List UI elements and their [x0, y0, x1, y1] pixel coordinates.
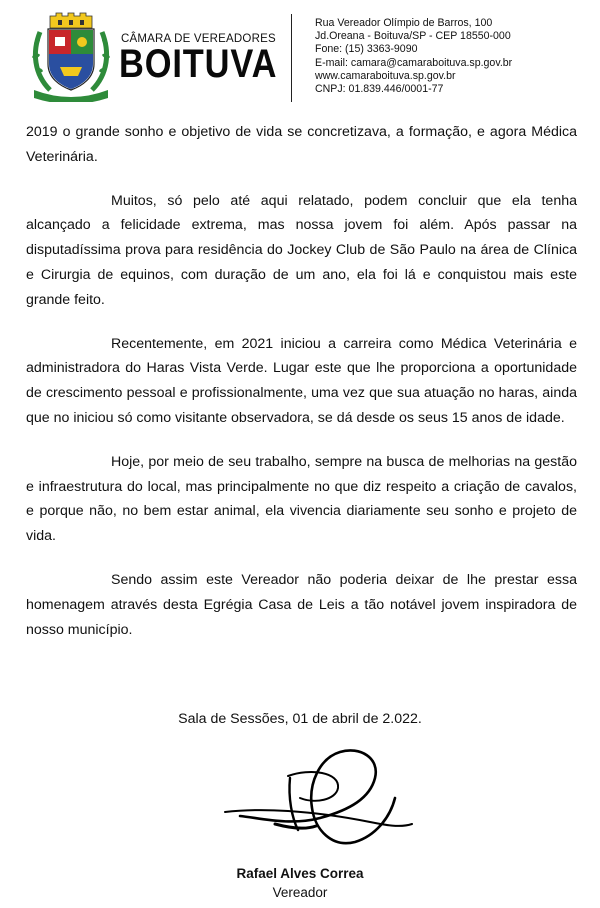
signer-block	[0, 864, 600, 902]
paragraph: 2019 o grande sonho e objetivo de vida se concretizava, a formação, e agora Médica Veterinária.	[26, 124, 577, 165]
org-name: BOITUVA	[119, 42, 278, 86]
contact-website: www.camaraboituva.sp.gov.br	[315, 69, 456, 82]
contact-address: Rua Vereador Olímpio de Barros, 100	[315, 17, 493, 29]
contact-email: E-mail: camara@camaraboituva.sp.gov.br	[315, 56, 513, 69]
closing-date-line: Sala de Sessões, 01 de abril de 2.022.	[178, 711, 422, 727]
signer-name: Rafael Alves Correa	[236, 866, 364, 881]
contact-city: Jd.Oreana - Boituva/SP - CEP 18550-000	[315, 30, 511, 43]
document-body	[26, 120, 577, 661]
org-subtitle: CÂMARA DE VEREADORES	[121, 33, 276, 45]
paragraph: Muitos, só pelo até aqui relatado, podem concluir que ela tenha alcançado a felicidade extrema, mas nossa jovem foi além. Após passar na disputadíssima prova para residência do Jockey Club de São Paulo na área de Clínica e Cirurgia de equinos, com duração de um ano, ela foi lá e conquistou mais este grande feito.	[26, 192, 577, 308]
header-divider	[291, 14, 292, 102]
paragraph: Sendo assim este Vereador não poderia deixar de lhe prestar essa homenagem através desta Egrégia Casa de Leis a tão notável jovem inspiradora de nosso município.	[26, 571, 577, 638]
handwritten-signature	[220, 738, 420, 858]
letterhead	[0, 0, 600, 110]
paragraph: Recentemente, em 2021 iniciou a carreira como Médica Veterinária e administradora do Haras Vista Verde. Lugar este que lhe proporciona a oportunidade de crescimento pessoal e profissionalmente, uma vez que sua atuação no haras, ainda que no iniciou só como visitante observadora, se dá desde os seus 15 anos de idade.	[26, 335, 577, 426]
municipal-crest-icon	[30, 12, 112, 102]
contact-cnpj: CNPJ: 01.839.446/0001-77	[315, 82, 444, 95]
signer-role: Vereador	[272, 885, 328, 900]
contact-phone: Fone: (15) 3363-9090	[315, 43, 418, 56]
contact-block	[315, 17, 512, 96]
paragraph: Hoje, por meio de seu trabalho, sempre na busca de melhorias na gestão e infraestrutura do local, mas principalmente no que diz respeito a criação de cavalos, e porque não, no bem estar animal, ela vivencia diariamente seu sonho e projeto de vida.	[26, 453, 577, 545]
